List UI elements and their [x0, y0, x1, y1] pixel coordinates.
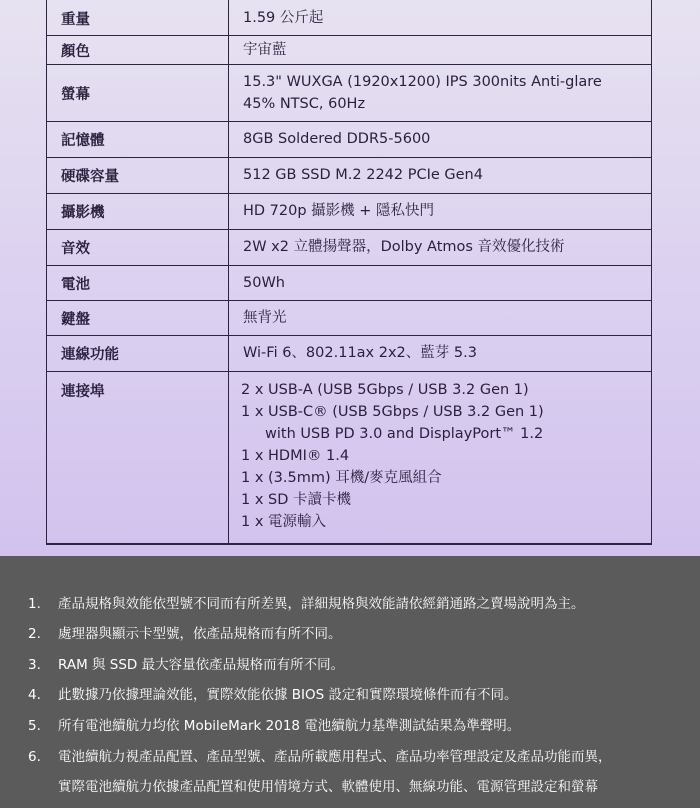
footnote-number: 1. [28, 596, 41, 612]
spec-value: 宇宙藍 [229, 36, 652, 65]
spec-value: 8GB Soldered DDR5-5600 [229, 122, 652, 158]
footnote-item [28, 680, 680, 710]
spec-row-keyboard [47, 301, 652, 336]
footnote-text: 處理器與顯示卡型號，依產品規格而有所不同。 [58, 626, 342, 642]
spec-key: 螢幕 [47, 65, 229, 122]
footnote-item [28, 619, 680, 649]
footnote-number: 6. [28, 749, 41, 765]
footnote-number [28, 772, 58, 802]
footnote-text: 此數據乃依據理論效能，實際效能依據 BIOS 設定和實際環境條件而有不同。 [58, 687, 518, 703]
footnotes-section [0, 556, 700, 808]
spec-row-weight [47, 0, 652, 36]
footnote-text: 所有電池續航力均依 MobileMark 2018 電池續航力基準測試結果為準聲明。 [58, 718, 521, 734]
spec-value [229, 372, 652, 544]
spec-key: 攝影機 [47, 194, 229, 230]
port-item: 1 x SD 卡讀卡機 [241, 492, 352, 508]
spec-value: Wi-Fi 6、802.11ax 2x2、藍芽 5.3 [229, 336, 652, 372]
spec-value-line: 45% NTSC, 60Hz [243, 96, 366, 112]
port-item: 1 x (3.5mm) 耳機/麥克風組合 [241, 470, 442, 486]
footnote-text: RAM 與 SSD 最大容量依產品規格而有所不同。 [58, 657, 345, 673]
footnote-item [28, 742, 680, 772]
spec-row-color [47, 36, 652, 65]
spec-value-line: 15.3" WUXGA (1920x1200) IPS 300nits Anti-glare [243, 74, 602, 90]
spec-row-connectivity [47, 336, 652, 372]
footnote-number: 2. [28, 626, 41, 642]
spec-key: 顏色 [47, 36, 229, 65]
spec-key: 鍵盤 [47, 301, 229, 336]
spec-row-camera [47, 194, 652, 230]
spec-value: 1.59 公斤起 [229, 0, 652, 36]
spec-row-storage [47, 158, 652, 194]
spec-value: 512 GB SSD M.2 2242 PCIe Gen4 [229, 158, 652, 194]
spec-row-display [47, 65, 652, 122]
spec-row-ports [47, 372, 652, 544]
footnote-text: 產品規格與效能依型號不同而有所差異，詳細規格與效能請依經銷通路之賣場說明為主。 [58, 596, 585, 612]
spec-row-audio [47, 230, 652, 266]
spec-value: HD 720p 攝影機 + 隱私快門 [229, 194, 652, 230]
spec-value: 無背光 [229, 301, 652, 336]
spec-key: 硬碟容量 [47, 158, 229, 194]
spec-key: 重量 [47, 0, 229, 36]
footnote-item [28, 589, 680, 619]
spec-value [229, 65, 652, 122]
spec-key: 音效 [47, 230, 229, 266]
footnote-number: 5. [28, 718, 41, 734]
spec-key: 連接埠 [47, 372, 229, 544]
spec-key: 連線功能 [47, 336, 229, 372]
spec-value: 2W x2 立體揚聲器，Dolby Atmos 音效優化技術 [229, 230, 652, 266]
port-item: 1 x 電源輸入 [241, 514, 327, 530]
spec-table [46, 0, 652, 545]
spec-key: 記憶體 [47, 122, 229, 158]
spec-value: 50Wh [229, 266, 652, 301]
footnote-item [28, 711, 680, 741]
footnote-number: 4. [28, 687, 41, 703]
footnote-text: 實際電池續航力依據產品配置和使用情境方式、軟體使用、無線功能、電源管理設定和螢幕 [58, 779, 598, 795]
spec-row-memory [47, 122, 652, 158]
spec-row-battery [47, 266, 652, 301]
footnote-text: 電池續航力視產品配置、產品型號、產品所載應用程式、產品功率管理設定及產品功能而異， [58, 749, 612, 765]
footnote-item [28, 772, 680, 802]
port-item: 1 x HDMI® 1.4 [241, 448, 350, 464]
port-item: 2 x USB-A (USB 5Gbps / USB 3.2 Gen 1) [241, 382, 529, 398]
port-item-detail: with USB PD 3.0 and DisplayPort™ 1.2 [265, 426, 544, 442]
footnote-item [28, 650, 680, 680]
port-item: 1 x USB-C® (USB 5Gbps / USB 3.2 Gen 1) [241, 404, 544, 420]
spec-key: 電池 [47, 266, 229, 301]
footnote-number: 3. [28, 657, 41, 673]
